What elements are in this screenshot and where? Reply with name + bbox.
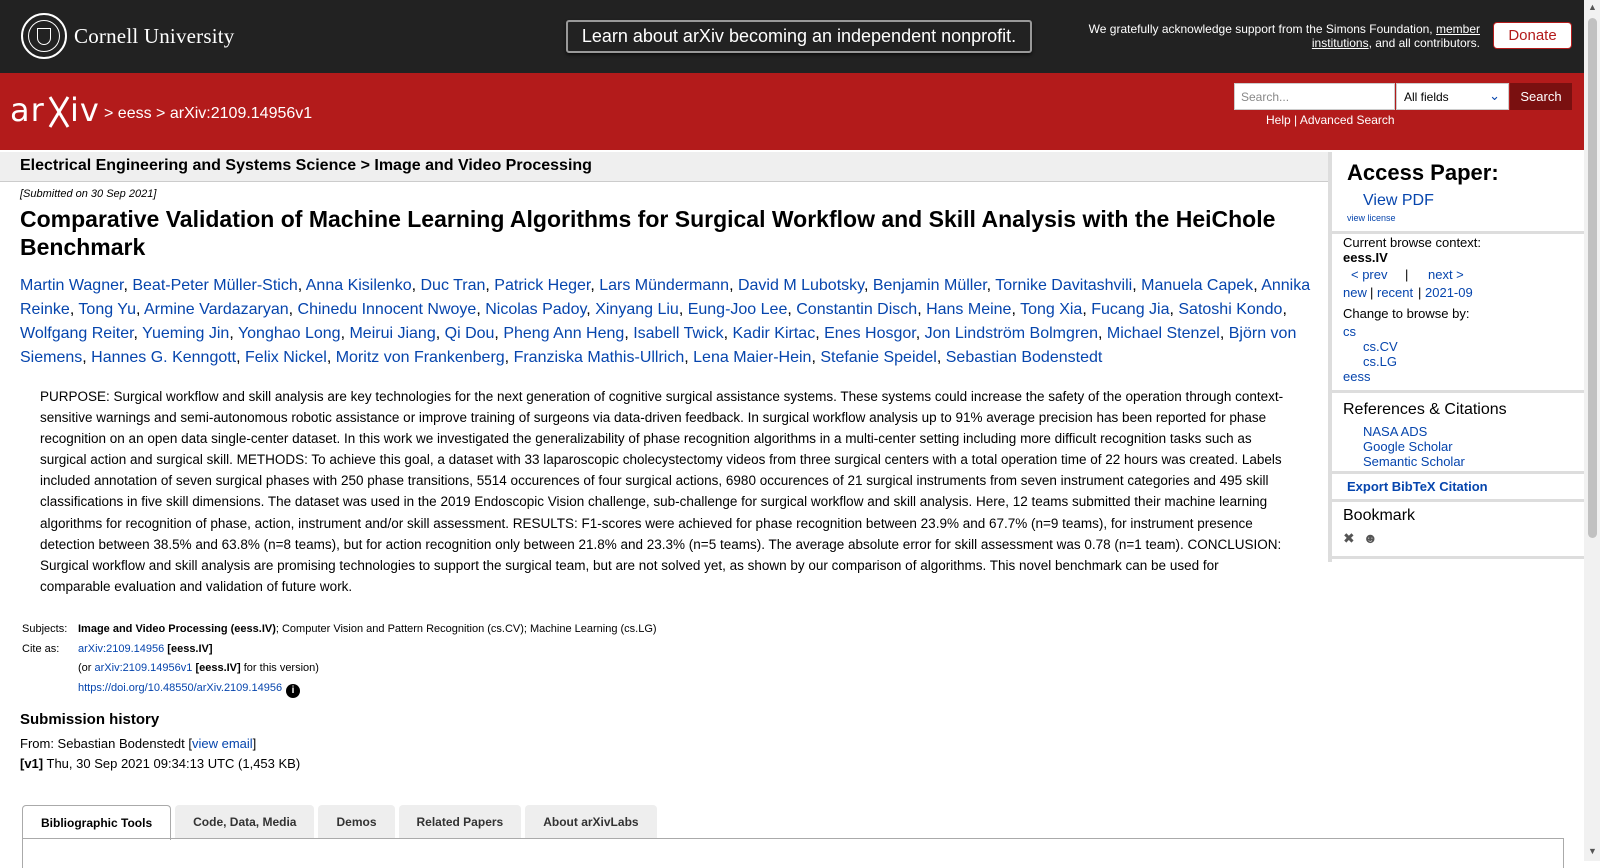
author-link[interactable]: Yonghao Long (237, 325, 341, 342)
view-license-link[interactable]: view license (1347, 213, 1396, 223)
doi-row (76, 679, 659, 699)
cornell-logo[interactable] (21, 13, 235, 59)
tab-bibliographic-tools[interactable]: Bibliographic Tools (22, 805, 171, 840)
browse-cs-link[interactable]: cs (1343, 324, 1356, 339)
author-link[interactable]: Tong Xia (1020, 301, 1083, 318)
reddit-icon[interactable]: ☻ (1363, 530, 1378, 546)
announcement-button[interactable]: Learn about arXiv becoming an independent nonprofit. (566, 20, 1032, 53)
author-link[interactable]: Xinyang Liu (595, 301, 679, 318)
prev-link[interactable]: < prev (1351, 267, 1388, 282)
author-link[interactable]: Hannes G. Kenngott (91, 349, 237, 366)
author-link[interactable]: Tornike Davitashvili (995, 277, 1133, 294)
cite-label: Cite as: (22, 642, 60, 655)
author-link[interactable]: Björn von Siemens (20, 325, 1297, 366)
sidebar-divider (1328, 499, 1584, 502)
cite-version: (or arXiv:2109.14956v1 [eess.IV] for this version) (78, 662, 319, 674)
tab-panel (22, 838, 1564, 868)
tab-related-papers[interactable]: Related Papers (399, 805, 522, 839)
author-link[interactable]: Moritz von Frankenberg (335, 349, 505, 366)
help-links: Help | Advanced Search (1266, 113, 1395, 127)
author-link[interactable]: Nicolas Padoy (485, 301, 587, 318)
semantic-scholar-link[interactable]: Semantic Scholar (1363, 454, 1465, 469)
subjects-label: Subjects: (22, 623, 68, 635)
cite-as: arXiv:2109.14956 [eess.IV] (78, 642, 213, 655)
university-name: Cornell University (74, 23, 235, 48)
svg-text:ar: ar (10, 91, 45, 129)
author-link[interactable]: Franziska Mathis-Ullrich (513, 349, 685, 366)
author-link[interactable]: Enes Hosgor (824, 325, 916, 342)
breadcrumb-paper-id: arXiv:2109.14956v1 (169, 105, 313, 122)
tab-code-data-media[interactable]: Code, Data, Media (175, 805, 314, 839)
browse-context-label: Current browse context: (1343, 235, 1482, 250)
next-link[interactable]: next > (1428, 267, 1464, 282)
author-list: Martin Wagner, Beat-Peter Müller-Stich, Anna Kisilenko, Duc Tran, Patrick Heger, Lars Mündermann, David M Lubotsky, Benjamin Müller, Tornike Davitashvili, Manuela Capek, Annika Reinke, Tong Yu, Armine Vardazaryan, Chinedu Innocent Nwoye, Nicolas Padoy, Xinyang Liu, Eung-Joo Lee, Constantin Disch, Hans Meine, Tong Xia, Fucang Jia, Satoshi Kondo, Wolfgang Reiter, Yueming Jin, Yonghao Long, Meirui Jiang, Qi Dou, Pheng Ann Heng, Isabell Twick, Kadir Kirtac, Enes Hosgor, Jon Lindström Bolmgren, Michael Stenzel, Björn von Siemens, Hannes G. Kenngott, Felix Nickel, Moritz von Frankenberg, Franziska Mathis-Ullrich, Lena Maier-Hein, Stefanie Speidel, Sebastian Bodenstedt (20, 277, 1311, 366)
recent-link[interactable]: recent (1377, 285, 1414, 300)
bibsonomy-icon[interactable]: ✖ (1343, 530, 1355, 546)
month-link[interactable]: 2021-09 (1425, 285, 1473, 300)
submission-date: [Submitted on 30 Sep 2021] (20, 188, 157, 200)
author-link[interactable]: Sebastian Bodenstedt (945, 349, 1103, 366)
paper-metadata (20, 620, 659, 698)
author-link[interactable]: Qi Dou (444, 325, 495, 342)
change-browse-label: Change to browse by: (1343, 306, 1470, 321)
export-bibtex-link[interactable]: Export BibTeX Citation (1347, 479, 1488, 494)
references-heading: References & Citations (1343, 401, 1507, 418)
author-link[interactable]: Eung-Joo Lee (687, 301, 788, 318)
author-link[interactable]: Isabell Twick (633, 325, 724, 342)
author-link[interactable]: Duc Tran (420, 277, 486, 294)
cite-v1-link[interactable]: arXiv:2109.14956v1 (94, 662, 193, 674)
cite-id-link[interactable]: arXiv:2109.14956 (78, 642, 165, 655)
author-link[interactable]: Lars Mündermann (599, 277, 730, 294)
author-link[interactable]: Lena Maier-Hein (693, 349, 812, 366)
labs-tabs (22, 805, 661, 839)
author-link[interactable]: Annika Reinke (20, 277, 1311, 318)
top-banner (0, 0, 1584, 73)
search-field-select[interactable]: All fields ⌄ (1396, 83, 1509, 110)
author-link[interactable]: Meirui Jiang (349, 325, 436, 342)
scroll-up-arrow-icon[interactable]: ▲ (1588, 2, 1597, 12)
help-link[interactable]: Help (1266, 113, 1291, 127)
bookmark-heading: Bookmark (1343, 507, 1416, 524)
author-link[interactable]: Jon Lindström Bolmgren (924, 325, 1099, 342)
author-link[interactable]: Stefanie Speidel (820, 349, 937, 366)
cornell-seal-icon (21, 13, 67, 59)
browse-eess-link[interactable]: eess (1343, 369, 1371, 384)
breadcrumb-eess[interactable]: eess (117, 105, 152, 122)
submission-history-heading: Submission history (20, 711, 160, 728)
access-paper-heading: Access Paper: (1347, 160, 1499, 185)
scrollbar-thumb[interactable] (1588, 18, 1597, 538)
arxiv-logo[interactable] (10, 91, 100, 140)
sidebar-divider (1328, 231, 1584, 234)
bookmark-icons (1343, 530, 1379, 546)
author-link[interactable]: David M Lubotsky (737, 277, 864, 294)
author-link[interactable]: Constantin Disch (796, 301, 918, 318)
author-link[interactable]: Satoshi Kondo (1178, 301, 1283, 318)
author-link[interactable]: Chinedu Innocent Nwoye (297, 301, 477, 318)
author-link[interactable]: Kadir Kirtac (732, 325, 816, 342)
google-scholar-link[interactable]: Google Scholar (1363, 439, 1453, 454)
browse-cslg-link[interactable]: cs.LG (1363, 354, 1397, 369)
author-link[interactable]: Michael Stenzel (1106, 325, 1220, 342)
view-pdf-link[interactable]: View PDF (1363, 192, 1434, 209)
author-link[interactable]: Fucang Jia (1091, 301, 1170, 318)
advanced-search-link[interactable]: Advanced Search (1299, 113, 1395, 127)
author-link[interactable]: Felix Nickel (245, 349, 327, 366)
donate-button[interactable]: Donate (1493, 22, 1572, 49)
sidebar-divider (1328, 390, 1584, 393)
author-link[interactable]: Armine Vardazaryan (143, 301, 289, 318)
info-icon[interactable]: i (286, 684, 300, 698)
new-link[interactable]: new (1343, 285, 1367, 300)
sidebar-divider (1328, 471, 1584, 474)
sidebar-divider (1328, 556, 1584, 559)
nasa-ads-link[interactable]: NASA ADS (1363, 424, 1428, 439)
tab-about-arxivlabs[interactable]: About arXivLabs (525, 805, 656, 839)
scroll-down-arrow-icon[interactable]: ▼ (1588, 846, 1597, 856)
author-link[interactable]: Martin Wagner (20, 277, 124, 294)
browse-cscv-link[interactable]: cs.CV (1363, 339, 1398, 354)
arxiv-logo-icon (10, 91, 100, 131)
browse-context: eess.IV (1343, 250, 1388, 265)
author-link[interactable]: Beat-Peter Müller-Stich (132, 277, 298, 294)
author-link[interactable]: Pheng Ann Heng (503, 325, 625, 342)
svg-text:iv: iv (70, 91, 100, 129)
author-link[interactable]: Wolfgang Reiter (20, 325, 134, 342)
doi-link[interactable]: https://doi.org/10.48550/arXiv.2109.14956 (78, 681, 283, 694)
member-institutions-link[interactable]: member institutions (1311, 22, 1480, 50)
support-text: We gratefully acknowledge support from the Simons Foundation, member institutions, and all contributors. (1088, 22, 1480, 50)
author-link[interactable]: Benjamin Müller (872, 277, 987, 294)
author-link[interactable]: Yueming Jin (142, 325, 230, 342)
arxiv-header (0, 73, 1584, 150)
chevron-down-icon: ⌄ (1489, 88, 1500, 103)
search-input[interactable]: Search... (1234, 83, 1395, 110)
author-link[interactable]: Patrick Heger (494, 277, 591, 294)
tab-demos[interactable]: Demos (318, 805, 394, 839)
author-link[interactable]: Manuela Capek (1141, 277, 1254, 294)
search-button[interactable]: Search (1510, 83, 1572, 110)
view-email-link[interactable]: view email (191, 736, 253, 751)
paper-title: Comparative Validation of Machine Learning Algorithms for Surgical Workflow and Skill Analysis with the HeiChole Benchmark (20, 206, 1276, 260)
submission-history: From: Sebastian Bodenstedt [view email] [v1] Thu, 30 Sep 2021 09:34:13 UTC (1,453 KB) (20, 736, 301, 771)
abstract: PURPOSE: Surgical workflow and skill analysis are key technologies for the next generation of cognitive surgical assistance systems. These systems could increase the safety of the operation through context-sensitive warnings and semi-autonomous robotic assistance or improve training of surgeons via data-driven feedback. In surgical workflow analysis up to 91% average precision has been reported for phase recognition on an open data single-center dataset. In this work we investigated the generalizability of phase recognition algorithms in a multi-center setting including more difficult recognition tasks such as surgical action and surgical skill. METHODS: To achieve this goal, a dataset with 33 laparoscopic cholecystectomy videos from three surgical centers with a total operation time of 22 hours was created. Labels included annotation of seven surgical phases with 250 phase transitions, 5514 occurences of four surgical actions, 6980 occurences of 21 surgical instruments from seven instrument categories and 495 skill classifications in five skill dimensions. The dataset was used in the 2019 Endoscopic Vision challenge, sub-challenge for surgical workflow and skill analysis. Here, 12 teams submitted their machine learning algorithms for recognition of phase, action, instrument and/or skill assessment. RESULTS: F1-scores were achieved for phase recognition between 23.9% and 67.7% (n=9 teams), for instrument presence detection between 38.5% and 63.8% (n=8 teams), but for action recognition only between 21.8% and 23.3% (n=5 teams). The average absolute error for skill assessment was 0.78 (n=1 team). CONCLUSION: Surgical workflow and skill analysis are promising technologies to support the surgical team, but are not solved yet, as shown by our comparison of algorithms. This novel benchmark can be used for comparable evaluation and validation of future work. (40, 389, 1284, 594)
subjects: Image and Video Processing (eess.IV); Computer Vision and Pattern Recognition (cs.CV); Machine Learning (cs.LG) (78, 623, 657, 635)
category-header: Electrical Engineering and Systems Science > Image and Video Processing (0, 152, 1328, 182)
author-link[interactable]: Tong Yu (78, 301, 136, 318)
breadcrumb: > eess > arXiv:2109.14956v1 (104, 105, 313, 122)
author-link[interactable]: Hans Meine (926, 301, 1012, 318)
author-link[interactable]: Anna Kisilenko (305, 277, 412, 294)
